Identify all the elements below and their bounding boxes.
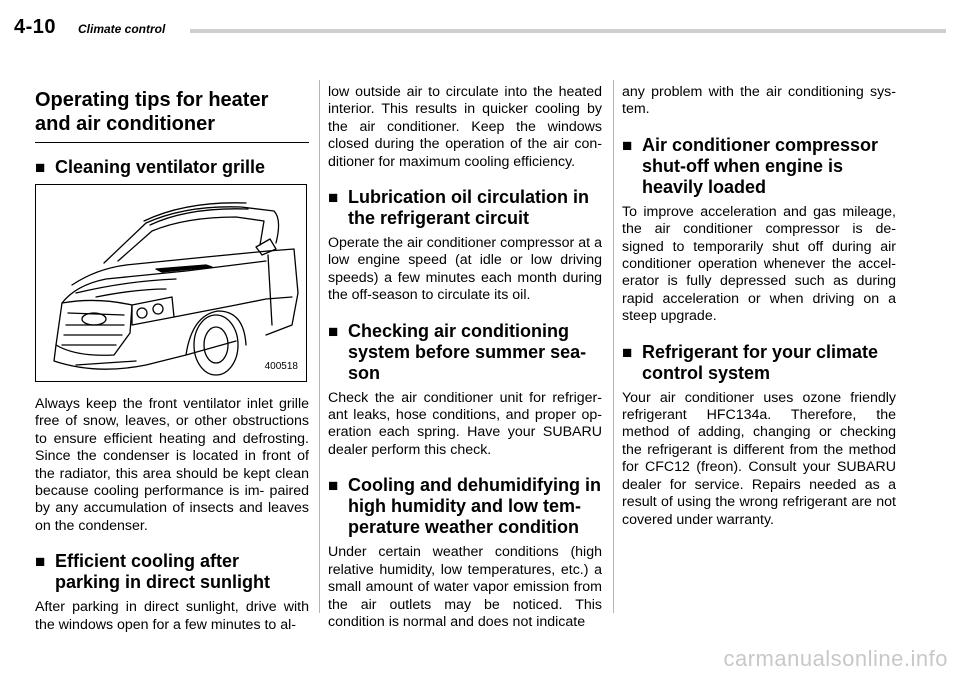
- column-1: [35, 84, 309, 650]
- paragraph: Under certain weather conditions (high relative humidity, low temperatures, etc.) a small amount of water vapor emission from the air outlets may be noticed. This condition is normal and does not indicate: [328, 544, 602, 630]
- subheading-dehumidifying: [328, 475, 602, 538]
- subheading-text: Refrigerant for your climate control system: [642, 341, 879, 383]
- square-bullet-icon: ■: [35, 552, 46, 572]
- subheading-checking-system: [328, 321, 602, 384]
- car-illustration: [35, 184, 307, 382]
- paragraph: After parking in direct sunlight, drive with the windows open for a few minutes to al-: [35, 599, 309, 633]
- subheading-cleaning-grille: [35, 157, 309, 178]
- square-bullet-icon: ■: [622, 135, 633, 155]
- subheading-text: Cleaning ventilator grille: [55, 157, 266, 177]
- column-divider: [319, 80, 320, 613]
- section-title: Climate control: [78, 22, 166, 36]
- page-header: [14, 16, 946, 46]
- subheading-refrigerant: [622, 342, 896, 384]
- figure-code: 400518: [264, 360, 298, 372]
- square-bullet-icon: ■: [35, 158, 46, 177]
- square-bullet-icon: ■: [328, 188, 339, 208]
- paragraph: Your air conditioner uses ozone friendly refrigerant HFC134a. Therefore, the method of adding, changing or checking the refrigerant is different from the method for CFC12 (freon). Consult your SUBARU dealer for service. Repairs needed as a result of using the wrong refrigerant are not covered under warranty.: [622, 389, 896, 528]
- paragraph: Operate the air conditioner compressor at a low engine speed (at idle or low driving speeds) a few minutes each month during the off-season to circulate its oil.: [328, 235, 602, 304]
- car-drawing: [36, 185, 306, 381]
- subheading-compressor-shutoff: [622, 135, 896, 198]
- subheading-text: Cooling and dehumidifying in high humidity and low tem- perature weather condition: [348, 475, 601, 538]
- paragraph: any problem with the air conditioning sys- tem.: [622, 84, 896, 118]
- main-title: Operating tips for heater and air conditioner: [35, 89, 269, 135]
- paragraph: Check the air conditioner unit for refriger- ant leaks, hose conditions, and proper op- eration each spring. Have your SUBARU dealer perform this check.: [328, 389, 602, 458]
- subheading-text: Lubrication oil circulation in the refrigerant circuit: [348, 187, 590, 229]
- subheading-text: Checking air conditioning system before summer sea- son: [348, 320, 587, 383]
- square-bullet-icon: ■: [328, 321, 339, 341]
- paragraph: To improve acceleration and gas mileage, the air conditioner compressor is de- signed to temporarily shut off during air conditioner operation whenever the accel- erator is fully depressed such as during rapid acceleration or when driving on a steep upgrade.: [622, 203, 896, 325]
- column-divider: [613, 80, 614, 613]
- subheading-efficient-cooling: [35, 551, 309, 593]
- column-3: [622, 84, 896, 545]
- square-bullet-icon: ■: [328, 476, 339, 496]
- paragraph: Always keep the front ventilator inlet grille free of snow, leaves, or other obstructions to ensure efficient heating and defrosting. Since the condenser is located in front of the radiator, this area should be kept clean because cooling performance is im- paired by any accumulation of insects and leaves on the condenser.: [35, 396, 309, 534]
- title-rule: [35, 142, 309, 143]
- subheading-lubrication: [328, 187, 602, 229]
- subheading-text: Air conditioner compressor shut-off when engine is heavily loaded: [642, 134, 879, 197]
- column-2: [328, 84, 602, 647]
- paragraph: low outside air to circulate into the heated interior. This results in quicker cooling by the air conditioner. Keep the windows closed during the operation of the air con- ditioner for maximum cooling efficiency.: [328, 84, 602, 170]
- subheading-text: Efficient cooling after parking in direct sunlight: [55, 551, 271, 593]
- header-rule: [190, 29, 946, 33]
- watermark: carmanualsonline.info: [723, 646, 948, 671]
- page-number: 4-10: [14, 16, 57, 38]
- square-bullet-icon: ■: [622, 342, 633, 362]
